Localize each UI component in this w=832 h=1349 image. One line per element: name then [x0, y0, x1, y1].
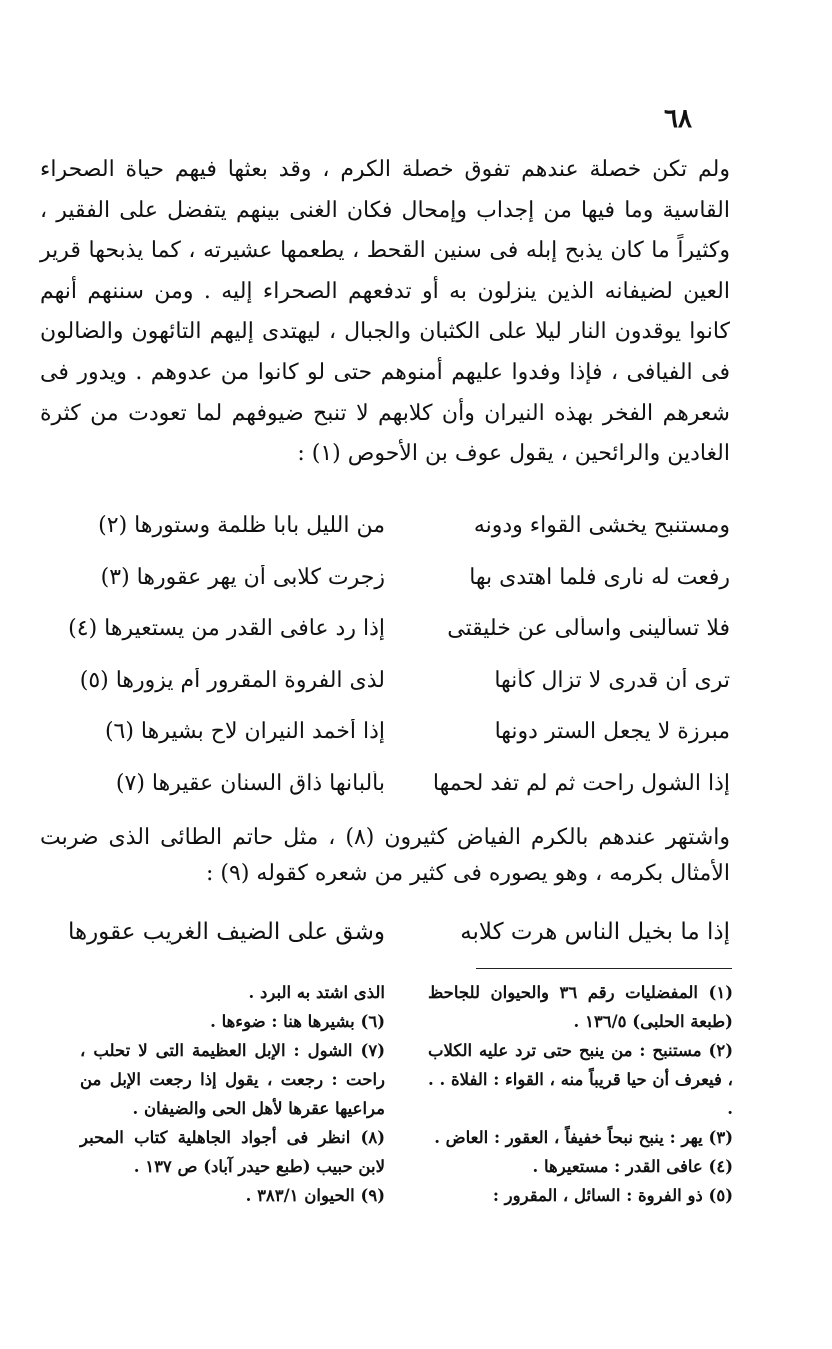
footnote: (٣) يهر : ينبح نبحاً خفيفاً ، العقور : العاض .	[434, 1128, 733, 1147]
page-number: ٦٨	[664, 104, 692, 134]
footnote-divider	[476, 968, 732, 969]
poem-verse	[40, 706, 730, 758]
verse-first-hemistich: رفعت له نارى فلما اهتدى بها	[469, 564, 730, 590]
footnote: الذى اشتد به البرد .	[248, 983, 385, 1002]
footnote: (٤) عافى القدر : مستعيرها .	[532, 1157, 733, 1176]
footnote: (١) المفضليات رقم ٣٦ والحيوان للجاحظ (طبعة الحلبى) ١٣٦/٥ .	[428, 983, 733, 1031]
verse-first-hemistich: إذا ما بخيل الناس هرت كلابه	[460, 919, 730, 945]
footnote: (٨) انظر فى أجواد الجاهلية كتاب المحبر لابن حبيب (طبع حيدر آباد) ص ١٣٧ .	[80, 1128, 385, 1176]
verse-first-hemistich: مبرزة لا يجعل الستر دونها	[494, 719, 730, 745]
footnotes-right-column	[428, 978, 733, 1210]
paragraph-text: واشتهر عندهم بالكرم الفياض كثيرون (٨) ، مثل حاتم الطائى الذى ضربت الأمثال بكرمه ، وهو يصوره فى كثير من شعره كقوله (٩) :	[40, 825, 730, 886]
poem-verse	[40, 655, 730, 707]
verse-second-hemistich: وشق على الضيف الغريب عقورها	[67, 919, 385, 945]
footnote: (٧) الشول : الإبل العظيمة التى لا تحلب ، راحت : رجعت ، يقول إذا رجعت الإبل من مراعيها عقرها لأهل الحى والضيفان .	[80, 1041, 385, 1118]
verse-first-hemistich: ومستنبح يخشى القواء ودونه	[473, 513, 730, 539]
footnote: (٩) الحيوان ٣٨٣/١ .	[245, 1186, 385, 1205]
verse-second-hemistich: لذى الفروة المقرور أم يزورها (٥)	[79, 667, 385, 693]
poem-verse	[40, 758, 730, 810]
footnote: (٥) ذو الفروة : السائل ، المقرور :	[492, 1186, 733, 1205]
footnote: (٦) بشيرها هنا : ضوءها .	[210, 1012, 385, 1031]
verse-second-hemistich: بألبانها ذاق السنان عقيرها (٧)	[115, 770, 385, 796]
verse-first-hemistich: إذا الشول راحت ثم لم تفد لحمها	[432, 770, 730, 796]
poem	[40, 500, 730, 809]
poem-verse	[40, 552, 730, 604]
paragraph-text: ولم تكن خصلة عندهم تفوق خصلة الكرم ، وقد بعثها فيهم حياة الصحراء القاسية وما فيها من إجداب وإمحال فكان الغنى بينهم يتفضل على الفقير ، وكثيراً ما كان يذبح إبله فى سنين القحط ، يطعمها عشيرته ، كما يذبحها قرير العين لضيفانه الذين ينزلون به أو تدفعهم الصحراء إليه . ومن سننهم أنهم كانوا يوقدون النار ليلا على الكثبان والجبال ، ليهتدى إليهم التائهون والضالون فى الفيافى ، فإذا وفدوا عليهم أمنوهم حتى لو كانوا من عدوهم . ويدور فى شعرهم الفخر بهذه النيران وأن كلابهم لا تنبح ضيوفهم لما تعودت من كثرة الغادين والرائحين ، يقول عوف بن الأحوص (١) :	[40, 157, 730, 467]
poem-verse	[40, 500, 730, 552]
verse-first-hemistich: فلا تسألينى واسألى عن خليقتى	[447, 616, 730, 642]
poem-verse	[40, 603, 730, 655]
quoted-verse	[40, 910, 730, 954]
verse-second-hemistich: زجرت كلابى أن يهر عقورها (٣)	[100, 564, 385, 590]
verse-second-hemistich: إذا رد عافى القدر من يستعيرها (٤)	[68, 616, 385, 642]
intro-paragraph	[40, 150, 730, 480]
verse-second-hemistich: إذا أخمد النيران لاح بشيرها (٦)	[104, 719, 385, 745]
verse-second-hemistich: من الليل بابا ظلمة وستورها (٢)	[98, 513, 385, 539]
second-paragraph	[40, 820, 730, 892]
footnote: (٢) مستنبح : من ينبح حتى ترد عليه الكلاب ، فيعرف أن حيا قريباً منه ، القواء : الفلاة . . .	[428, 1041, 733, 1118]
verse-first-hemistich: ترى أن قدرى لا تزال كأنها	[494, 667, 730, 693]
footnotes-left-column	[80, 978, 385, 1210]
